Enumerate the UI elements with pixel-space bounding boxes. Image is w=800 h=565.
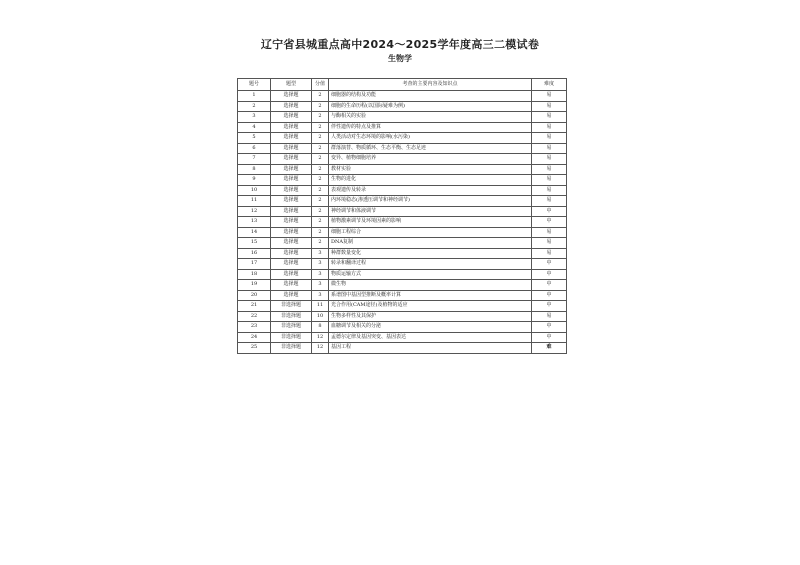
cell-score: 3: [312, 269, 329, 280]
table-row: [238, 154, 567, 165]
cell-difficulty: 中: [532, 322, 567, 333]
cell-content: 植物激素调节及环境因素的影响: [329, 217, 532, 228]
table-row: [238, 143, 567, 154]
cell-question-number: 23: [238, 322, 271, 333]
cell-question-number: 13: [238, 217, 271, 228]
cell-question-type: 选择题: [271, 101, 312, 112]
cell-question-number: 16: [238, 248, 271, 259]
cell-difficulty: 易: [532, 311, 567, 322]
cell-question-number: 1: [238, 91, 271, 102]
cell-score: 2: [312, 238, 329, 249]
cell-question-type: 非选择题: [271, 301, 312, 312]
cell-question-type: 选择题: [271, 217, 312, 228]
cell-content: 细胞的生命历程(以国际疑难为例): [329, 101, 532, 112]
cell-score: 8: [312, 322, 329, 333]
cell-content: 基因工程: [329, 343, 532, 354]
cell-difficulty: 中: [532, 269, 567, 280]
cell-difficulty: 易: [532, 248, 567, 259]
cell-question-number: 7: [238, 154, 271, 165]
cell-question-type: 选择题: [271, 185, 312, 196]
table-row: [238, 227, 567, 238]
cell-score: 3: [312, 280, 329, 291]
table-row: [238, 322, 567, 333]
cell-content: 转录和翻译过程: [329, 259, 532, 270]
cell-question-type: 选择题: [271, 196, 312, 207]
cell-score: 3: [312, 259, 329, 270]
cell-content: 光合作用(CAM途径)及植物的适应: [329, 301, 532, 312]
cell-difficulty: 易: [532, 175, 567, 186]
cell-difficulty: 易: [532, 143, 567, 154]
cell-score: 2: [312, 133, 329, 144]
cell-question-number: 8: [238, 164, 271, 175]
cell-content: 微生物: [329, 280, 532, 291]
cell-question-number: 21: [238, 301, 271, 312]
table-row: [238, 112, 567, 123]
cell-score: 12: [312, 332, 329, 343]
cell-score: 12: [312, 343, 329, 354]
cell-content: 生物多样性及其保护: [329, 311, 532, 322]
cell-difficulty: 中: [532, 301, 567, 312]
cell-difficulty: 易: [532, 122, 567, 133]
table-row: [238, 122, 567, 133]
cell-content: 内环境稳态(渗透压调节和神经调节): [329, 196, 532, 207]
header-difficulty: 难度: [532, 79, 567, 91]
cell-difficulty: 易: [532, 112, 567, 123]
table-row: [238, 196, 567, 207]
cell-question-type: 非选择题: [271, 343, 312, 354]
cell-score: 10: [312, 311, 329, 322]
cell-question-number: 12: [238, 206, 271, 217]
cell-question-type: 选择题: [271, 112, 312, 123]
cell-difficulty: 中: [532, 217, 567, 228]
cell-question-type: 选择题: [271, 122, 312, 133]
table-row: [238, 206, 567, 217]
table-row: [238, 301, 567, 312]
cell-difficulty: 易: [532, 227, 567, 238]
cell-content: 伴性遗传的特点及推算: [329, 122, 532, 133]
table-row: [238, 248, 567, 259]
cell-content: 细胞工程综合: [329, 227, 532, 238]
cell-difficulty: 易: [532, 238, 567, 249]
page-title: 辽宁省县城重点高中2024～2025学年度高三二模试卷: [260, 38, 540, 51]
table-row: [238, 101, 567, 112]
table-row: [238, 91, 567, 102]
cell-score: 2: [312, 227, 329, 238]
cell-score: 3: [312, 290, 329, 301]
table-row: [238, 185, 567, 196]
cell-question-number: 22: [238, 311, 271, 322]
cell-question-number: 17: [238, 259, 271, 270]
cell-question-number: 14: [238, 227, 271, 238]
table-row: [238, 290, 567, 301]
cell-question-number: 3: [238, 112, 271, 123]
page-subtitle: 生物学: [388, 54, 412, 63]
cell-content: 孟德尔定律及基因突变、基因表达: [329, 332, 532, 343]
table-row: [238, 217, 567, 228]
cell-content: 种群数量变化: [329, 248, 532, 259]
cell-content: DNA复制: [329, 238, 532, 249]
cell-question-number: 11: [238, 196, 271, 207]
cell-difficulty: 中: [532, 290, 567, 301]
cell-difficulty: 易: [532, 196, 567, 207]
table-row: [238, 332, 567, 343]
cell-difficulty: 中: [532, 206, 567, 217]
cell-question-type: 非选择题: [271, 311, 312, 322]
cell-question-type: 选择题: [271, 133, 312, 144]
cell-question-number: 24: [238, 332, 271, 343]
table-row: [238, 269, 567, 280]
cell-question-type: 选择题: [271, 164, 312, 175]
cell-question-number: 5: [238, 133, 271, 144]
table-row: [238, 280, 567, 291]
cell-score: 2: [312, 91, 329, 102]
cell-question-number: 6: [238, 143, 271, 154]
cell-score: 2: [312, 112, 329, 123]
cell-score: 2: [312, 206, 329, 217]
cell-score: 2: [312, 164, 329, 175]
cell-question-number: 19: [238, 280, 271, 291]
cell-content: 表观遗传及转录: [329, 185, 532, 196]
cell-content: 生物的进化: [329, 175, 532, 186]
cell-question-type: 选择题: [271, 175, 312, 186]
cell-question-type: 选择题: [271, 91, 312, 102]
cell-difficulty: 易: [532, 101, 567, 112]
cell-difficulty: 易: [532, 154, 567, 165]
cell-question-number: 25: [238, 343, 271, 354]
cell-difficulty: 易: [532, 91, 567, 102]
cell-question-number: 15: [238, 238, 271, 249]
header-question-number: 题号: [238, 79, 271, 91]
cell-content: 群落演替、物质循环、生态平衡、生态足迹: [329, 143, 532, 154]
cell-score: 2: [312, 185, 329, 196]
table-header-row: [238, 79, 567, 91]
cell-question-number: 2: [238, 101, 271, 112]
cell-difficulty: 中: [532, 259, 567, 270]
cell-difficulty: 易: [532, 133, 567, 144]
cell-score: 11: [312, 301, 329, 312]
cell-score: 2: [312, 217, 329, 228]
cell-score: 2: [312, 122, 329, 133]
cell-question-type: 非选择题: [271, 332, 312, 343]
cell-content: 与酶相关的实验: [329, 112, 532, 123]
table-row: [238, 259, 567, 270]
cell-content: 教材实验: [329, 164, 532, 175]
cell-question-type: 选择题: [271, 248, 312, 259]
table-row: [238, 133, 567, 144]
cell-question-type: 选择题: [271, 206, 312, 217]
cell-question-type: 选择题: [271, 143, 312, 154]
cell-difficulty: 中: [532, 332, 567, 343]
cell-content: 变异、植物细胞培养: [329, 154, 532, 165]
cell-content: 物质运输方式: [329, 269, 532, 280]
exam-analysis-table: [237, 78, 567, 354]
table-row: [238, 175, 567, 186]
cell-score: 2: [312, 143, 329, 154]
cell-question-type: 选择题: [271, 290, 312, 301]
cell-score: 2: [312, 196, 329, 207]
cell-difficulty: 易: [532, 185, 567, 196]
header-score: 分值: [312, 79, 329, 91]
table-row: [238, 238, 567, 249]
table-row: [238, 343, 567, 354]
cell-content: 血糖调节及相关的分泌: [329, 322, 532, 333]
cell-question-number: 18: [238, 269, 271, 280]
cell-question-type: 非选择题: [271, 322, 312, 333]
cell-score: 2: [312, 175, 329, 186]
cell-difficulty: 易: [532, 164, 567, 175]
cell-question-number: 4: [238, 122, 271, 133]
table-row: [238, 311, 567, 322]
cell-score: 2: [312, 101, 329, 112]
cell-question-number: 10: [238, 185, 271, 196]
header-content: 考查的主要内容及知识点: [329, 79, 532, 91]
cell-question-type: 选择题: [271, 259, 312, 270]
cell-score: 2: [312, 154, 329, 165]
cell-question-type: 选择题: [271, 238, 312, 249]
cell-question-type: 选择题: [271, 227, 312, 238]
table-row: [238, 164, 567, 175]
cell-content: 神经调节和体液调节: [329, 206, 532, 217]
cell-content: 系谱图中基因型推断及概率计算: [329, 290, 532, 301]
cell-question-type: 选择题: [271, 269, 312, 280]
cell-question-type: 选择题: [271, 280, 312, 291]
cell-score: 3: [312, 248, 329, 259]
cell-content: 细胞器的结构及功能: [329, 91, 532, 102]
cell-difficulty: 难: [532, 343, 567, 354]
cell-question-number: 9: [238, 175, 271, 186]
cell-question-type: 选择题: [271, 154, 312, 165]
cell-difficulty: 中: [532, 280, 567, 291]
header-question-type: 题型: [271, 79, 312, 91]
cell-content: 人类活动对生态环境的影响(水污染): [329, 133, 532, 144]
cell-question-number: 20: [238, 290, 271, 301]
